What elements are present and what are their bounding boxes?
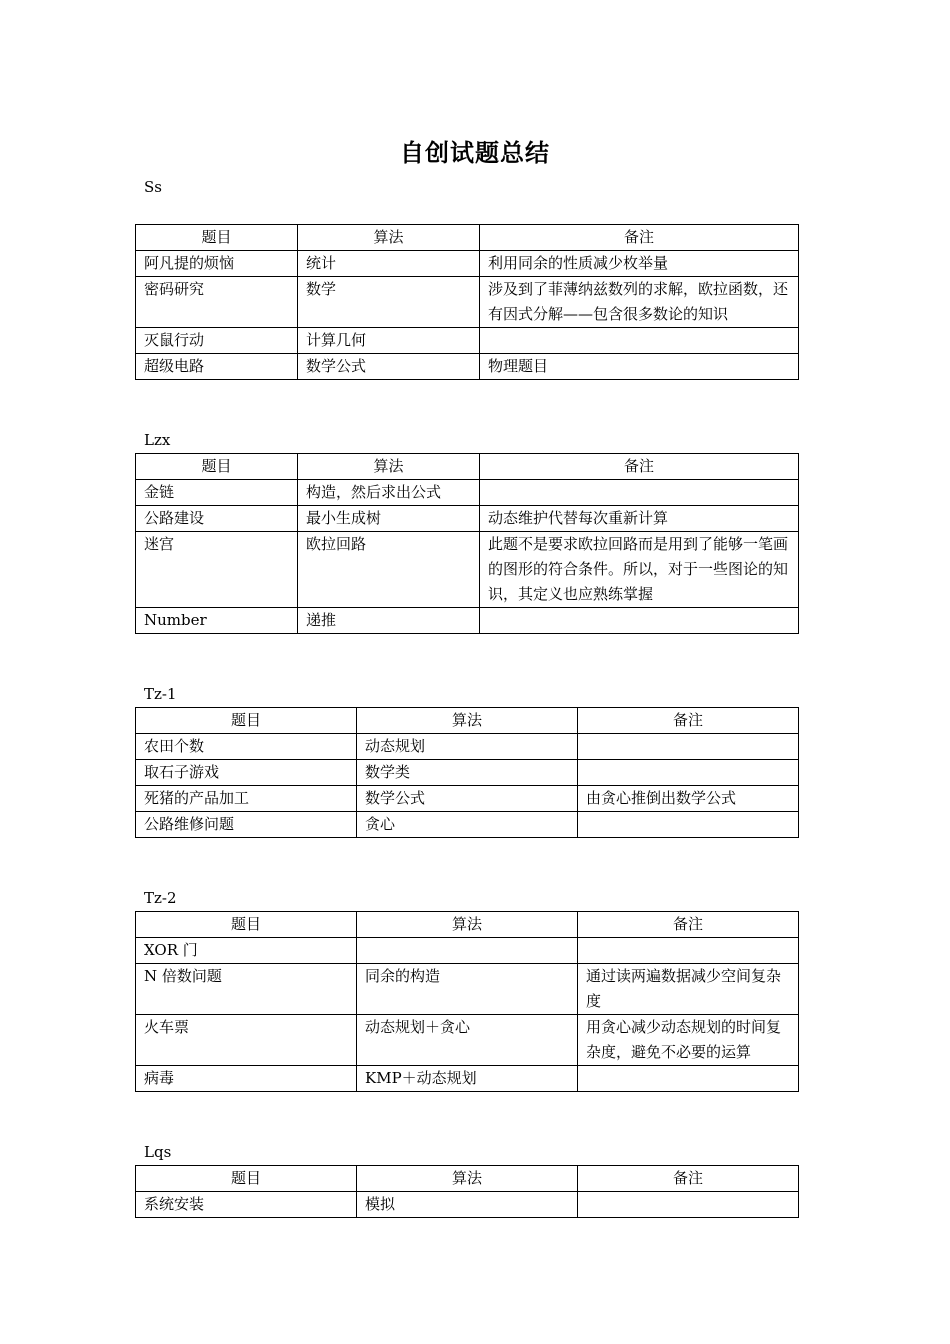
cell-note: 利用同余的性质减少枚举量 bbox=[480, 251, 799, 277]
cell-note bbox=[578, 1192, 799, 1218]
cell-note: 涉及到了菲薄纳兹数列的求解，欧拉函数，还有因式分解——包含很多数论的知识 bbox=[480, 277, 799, 328]
cell-problem: 取石子游戏 bbox=[136, 760, 357, 786]
table-row bbox=[136, 1015, 799, 1066]
table-row bbox=[136, 506, 799, 532]
table-header-row bbox=[136, 454, 799, 480]
cell-algorithm: 动态规划＋贪心 bbox=[357, 1015, 578, 1066]
cell-algorithm: 统计 bbox=[298, 251, 480, 277]
table-lzx bbox=[135, 453, 799, 634]
header-problem: 题目 bbox=[136, 708, 357, 734]
cell-algorithm: 数学 bbox=[298, 277, 480, 328]
table-row bbox=[136, 277, 799, 328]
cell-problem: 火车票 bbox=[136, 1015, 357, 1066]
cell-problem: 密码研究 bbox=[136, 277, 298, 328]
cell-note bbox=[578, 1066, 799, 1092]
cell-problem: 病毒 bbox=[136, 1066, 357, 1092]
cell-problem: N 倍数问题 bbox=[136, 964, 357, 1015]
table-row bbox=[136, 532, 799, 608]
cell-note bbox=[480, 480, 799, 506]
section-label-lzx: Lzx bbox=[144, 431, 171, 449]
cell-problem: 灭鼠行动 bbox=[136, 328, 298, 354]
cell-note bbox=[578, 760, 799, 786]
cell-problem: 金链 bbox=[136, 480, 298, 506]
cell-algorithm: 计算几何 bbox=[298, 328, 480, 354]
header-algorithm: 算法 bbox=[298, 225, 480, 251]
cell-problem: 公路建设 bbox=[136, 506, 298, 532]
cell-algorithm: 模拟 bbox=[357, 1192, 578, 1218]
header-note: 备注 bbox=[578, 912, 799, 938]
cell-note: 物理题目 bbox=[480, 354, 799, 380]
cell-note bbox=[578, 734, 799, 760]
header-problem: 题目 bbox=[136, 225, 298, 251]
cell-note bbox=[480, 608, 799, 634]
cell-note: 通过读两遍数据减少空间复杂度 bbox=[578, 964, 799, 1015]
cell-problem: 迷宫 bbox=[136, 532, 298, 608]
cell-algorithm bbox=[357, 938, 578, 964]
header-algorithm: 算法 bbox=[357, 912, 578, 938]
header-algorithm: 算法 bbox=[357, 1166, 578, 1192]
cell-algorithm: 最小生成树 bbox=[298, 506, 480, 532]
cell-problem: 公路维修问题 bbox=[136, 812, 357, 838]
table-row bbox=[136, 964, 799, 1015]
section-label-lqs: Lqs bbox=[144, 1143, 172, 1161]
section-label-tz1: Tz-1 bbox=[144, 685, 177, 703]
header-problem: 题目 bbox=[136, 912, 357, 938]
table-row bbox=[136, 1066, 799, 1092]
cell-note bbox=[578, 812, 799, 838]
table-row bbox=[136, 734, 799, 760]
cell-algorithm: 数学公式 bbox=[298, 354, 480, 380]
cell-algorithm: KMP＋动态规划 bbox=[357, 1066, 578, 1092]
cell-algorithm: 数学类 bbox=[357, 760, 578, 786]
cell-problem: 阿凡提的烦恼 bbox=[136, 251, 298, 277]
cell-algorithm: 欧拉回路 bbox=[298, 532, 480, 608]
header-problem: 题目 bbox=[136, 1166, 357, 1192]
table-header-row bbox=[136, 708, 799, 734]
table-ss bbox=[135, 224, 799, 380]
table-row bbox=[136, 608, 799, 634]
table-header-row bbox=[136, 1166, 799, 1192]
table-lqs bbox=[135, 1165, 799, 1218]
table-row bbox=[136, 251, 799, 277]
table-row bbox=[136, 480, 799, 506]
table-row bbox=[136, 354, 799, 380]
header-problem: 题目 bbox=[136, 454, 298, 480]
cell-algorithm: 构造，然后求出公式 bbox=[298, 480, 480, 506]
header-note: 备注 bbox=[578, 708, 799, 734]
cell-note bbox=[480, 328, 799, 354]
section-label-ss: Ss bbox=[144, 178, 162, 196]
cell-problem: 超级电路 bbox=[136, 354, 298, 380]
table-row bbox=[136, 786, 799, 812]
cell-note: 此题不是要求欧拉回路而是用到了能够一笔画的图形的符合条件。所以，对于一些图论的知识，其定义也应熟练掌握 bbox=[480, 532, 799, 608]
cell-algorithm: 贪心 bbox=[357, 812, 578, 838]
table-row bbox=[136, 328, 799, 354]
cell-problem: Number bbox=[136, 608, 298, 634]
table-header-row bbox=[136, 225, 799, 251]
cell-note: 动态维护代替每次重新计算 bbox=[480, 506, 799, 532]
header-note: 备注 bbox=[578, 1166, 799, 1192]
section-label-tz2: Tz-2 bbox=[144, 889, 177, 907]
cell-problem: 死猪的产品加工 bbox=[136, 786, 357, 812]
cell-algorithm: 同余的构造 bbox=[357, 964, 578, 1015]
header-note: 备注 bbox=[480, 454, 799, 480]
cell-note: 用贪心减少动态规划的时间复杂度，避免不必要的运算 bbox=[578, 1015, 799, 1066]
cell-problem: XOR 门 bbox=[136, 938, 357, 964]
header-algorithm: 算法 bbox=[298, 454, 480, 480]
page-title: 自创试题总结 bbox=[400, 138, 550, 167]
cell-algorithm: 动态规划 bbox=[357, 734, 578, 760]
table-tz2 bbox=[135, 911, 799, 1092]
cell-note: 由贪心推倒出数学公式 bbox=[578, 786, 799, 812]
header-note: 备注 bbox=[480, 225, 799, 251]
table-row bbox=[136, 812, 799, 838]
cell-note bbox=[578, 938, 799, 964]
cell-problem: 农田个数 bbox=[136, 734, 357, 760]
cell-algorithm: 递推 bbox=[298, 608, 480, 634]
cell-problem: 系统安装 bbox=[136, 1192, 357, 1218]
cell-algorithm: 数学公式 bbox=[357, 786, 578, 812]
table-tz1 bbox=[135, 707, 799, 838]
table-header-row bbox=[136, 912, 799, 938]
header-algorithm: 算法 bbox=[357, 708, 578, 734]
table-row bbox=[136, 938, 799, 964]
table-row bbox=[136, 1192, 799, 1218]
table-row bbox=[136, 760, 799, 786]
